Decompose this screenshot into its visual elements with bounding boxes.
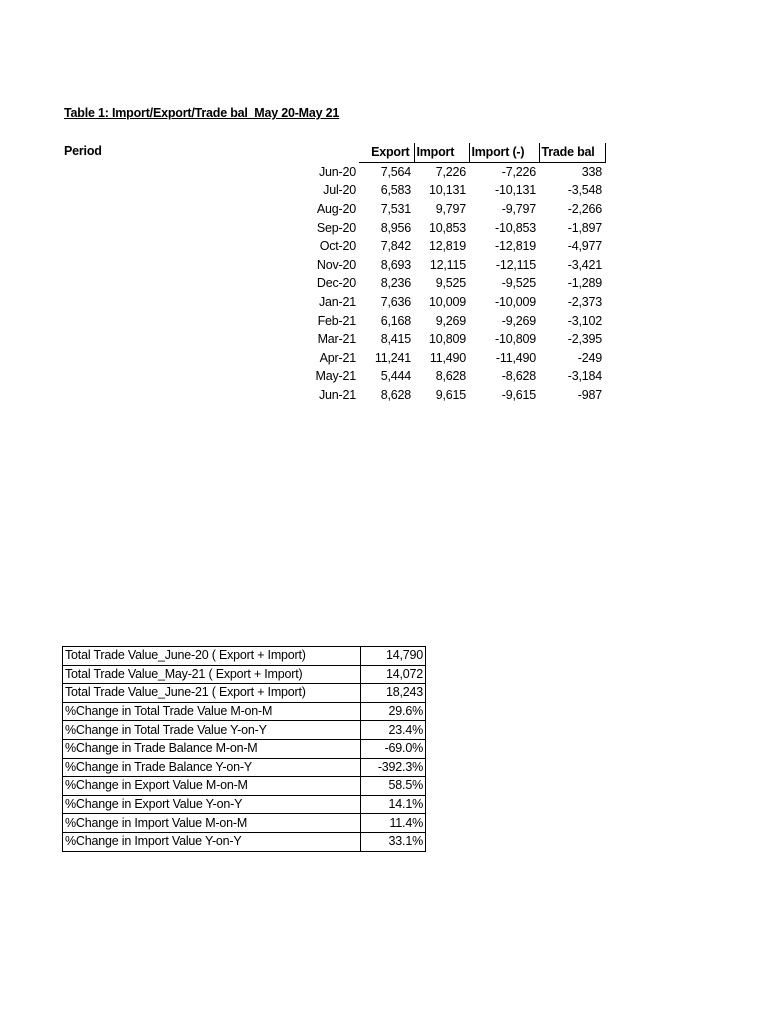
table-row xyxy=(305,311,605,330)
period-cell: Dec-20 xyxy=(316,276,356,291)
trade-balance-cell: -1,289 xyxy=(567,276,602,291)
import-negative-cell: -9,269 xyxy=(501,313,536,328)
import-negative-cell: -7,226 xyxy=(501,164,536,179)
summary-row xyxy=(63,721,426,740)
import-cell: 9,525 xyxy=(435,276,466,291)
trade-table xyxy=(305,143,606,404)
export-cell: 7,636 xyxy=(380,295,411,310)
summary-row xyxy=(63,777,426,796)
summary-table-body xyxy=(63,647,426,852)
import-negative-cell: -9,797 xyxy=(501,202,536,217)
import-cell: 12,819 xyxy=(428,239,466,254)
import-negative-cell: -10,853 xyxy=(495,220,536,235)
summary-value: 29.6% xyxy=(361,702,426,721)
import-negative-cell: -12,819 xyxy=(495,239,536,254)
export-cell: 6,583 xyxy=(380,183,411,198)
period-cell: May-21 xyxy=(315,369,356,384)
import-cell: 10,009 xyxy=(428,295,466,310)
export-cell: 11,241 xyxy=(374,350,411,365)
export-cell: 7,564 xyxy=(380,164,411,179)
summary-row xyxy=(63,832,426,851)
period-cell: Apr-21 xyxy=(319,350,356,365)
import-cell: 8,628 xyxy=(435,369,466,384)
trade-balance-cell: -4,977 xyxy=(567,239,602,254)
table-row xyxy=(305,349,605,368)
trade-balance-cell: -2,395 xyxy=(567,332,602,347)
import-negative-column-header: Import (-) xyxy=(469,143,539,162)
period-cell: Jan-21 xyxy=(318,295,356,310)
import-negative-cell: -10,809 xyxy=(495,332,536,347)
period-label: Period xyxy=(64,144,102,158)
summary-label: %Change in Total Trade Value Y-on-Y xyxy=(63,721,361,740)
trade-balance-cell: -2,266 xyxy=(567,202,602,217)
summary-label: %Change in Export Value M-on-M xyxy=(63,777,361,796)
summary-value: -69.0% xyxy=(361,739,426,758)
summary-value: 23.4% xyxy=(361,721,426,740)
table-row xyxy=(305,293,605,312)
summary-label: %Change in Trade Balance Y-on-Y xyxy=(63,758,361,777)
trade-balance-cell: 338 xyxy=(581,164,602,179)
table-row xyxy=(305,367,605,386)
summary-row xyxy=(63,758,426,777)
table-row xyxy=(305,162,605,181)
export-cell: 8,236 xyxy=(380,276,411,291)
period-cell: Mar-21 xyxy=(317,332,356,347)
table-title: Table 1: Import/Export/Trade bal May 20-May 21 xyxy=(64,106,340,120)
trade-balance-cell: -3,184 xyxy=(567,369,602,384)
import-cell: 7,226 xyxy=(435,164,466,179)
period-cell: Nov-20 xyxy=(316,257,356,272)
import-cell: 9,615 xyxy=(435,388,466,403)
export-cell: 5,444 xyxy=(380,369,411,384)
summary-value: 14.1% xyxy=(361,795,426,814)
summary-label: Total Trade Value_June-20 ( Export + Import) xyxy=(63,647,361,666)
summary-row xyxy=(63,684,426,703)
import-negative-cell: -9,615 xyxy=(501,388,536,403)
summary-row xyxy=(63,647,426,666)
period-cell: Feb-21 xyxy=(317,313,356,328)
summary-row xyxy=(63,814,426,833)
trade-balance-cell: -3,102 xyxy=(567,313,602,328)
import-negative-cell: -10,131 xyxy=(495,183,536,198)
export-cell: 7,531 xyxy=(380,202,411,217)
import-cell: 11,490 xyxy=(429,350,466,365)
trade-balance-column-header: Trade bal xyxy=(539,143,605,162)
table-row xyxy=(305,274,605,293)
summary-value: 11.4% xyxy=(361,814,426,833)
summary-value: 14,072 xyxy=(361,665,426,684)
summary-label: %Change in Import Value M-on-M xyxy=(63,814,361,833)
summary-row xyxy=(63,795,426,814)
import-cell: 10,131 xyxy=(428,183,466,198)
import-cell: 9,797 xyxy=(435,202,466,217)
summary-value: 58.5% xyxy=(361,777,426,796)
trade-balance-cell: -987 xyxy=(577,388,602,403)
trade-balance-cell: -3,421 xyxy=(567,257,602,272)
export-column-header: Export xyxy=(359,143,414,162)
table-row xyxy=(305,256,605,275)
period-cell: Jun-20 xyxy=(318,164,356,179)
summary-value: -392.3% xyxy=(361,758,426,777)
summary-row xyxy=(63,739,426,758)
table-row xyxy=(305,237,605,256)
export-cell: 8,415 xyxy=(380,332,411,347)
trade-balance-cell: -249 xyxy=(577,350,602,365)
import-cell: 9,269 xyxy=(435,313,466,328)
trade-table-body xyxy=(305,162,605,404)
period-cell: Sep-20 xyxy=(316,220,356,235)
table-row xyxy=(305,386,605,405)
import-cell: 12,115 xyxy=(429,257,466,272)
period-cell: Jul-20 xyxy=(323,183,356,198)
summary-row xyxy=(63,665,426,684)
import-negative-cell: -9,525 xyxy=(501,276,536,291)
import-column-header: Import xyxy=(414,143,469,162)
summary-label: Total Trade Value_June-21 ( Export + Import) xyxy=(63,684,361,703)
summary-value: 18,243 xyxy=(361,684,426,703)
trade-balance-cell: -2,373 xyxy=(567,295,602,310)
period-column-header xyxy=(305,143,359,162)
summary-table xyxy=(62,646,426,852)
import-negative-cell: -10,009 xyxy=(495,295,536,310)
table-row xyxy=(305,218,605,237)
table-row xyxy=(305,330,605,349)
period-cell: Jun-21 xyxy=(318,388,356,403)
table-row xyxy=(305,200,605,219)
period-cell: Oct-20 xyxy=(319,239,356,254)
trade-table-header xyxy=(305,143,605,162)
summary-label: %Change in Import Value Y-on-Y xyxy=(63,832,361,851)
import-negative-cell: -12,115 xyxy=(495,257,536,272)
import-cell: 10,809 xyxy=(428,332,466,347)
export-cell: 8,628 xyxy=(380,388,411,403)
import-negative-cell: -8,628 xyxy=(501,369,536,384)
export-cell: 8,956 xyxy=(380,220,411,235)
summary-value: 33.1% xyxy=(361,832,426,851)
import-negative-cell: -11,490 xyxy=(495,350,536,365)
summary-label: Total Trade Value_May-21 ( Export + Import) xyxy=(63,665,361,684)
summary-row xyxy=(63,702,426,721)
trade-balance-cell: -3,548 xyxy=(567,183,602,198)
period-cell: Aug-20 xyxy=(316,202,356,217)
summary-label: %Change in Total Trade Value M-on-M xyxy=(63,702,361,721)
summary-value: 14,790 xyxy=(361,647,426,666)
table-row xyxy=(305,181,605,200)
export-cell: 8,693 xyxy=(380,257,411,272)
summary-label: %Change in Trade Balance M-on-M xyxy=(63,739,361,758)
import-cell: 10,853 xyxy=(428,220,466,235)
summary-label: %Change in Export Value Y-on-Y xyxy=(63,795,361,814)
export-cell: 6,168 xyxy=(380,313,411,328)
trade-balance-cell: -1,897 xyxy=(567,220,602,235)
export-cell: 7,842 xyxy=(380,239,411,254)
